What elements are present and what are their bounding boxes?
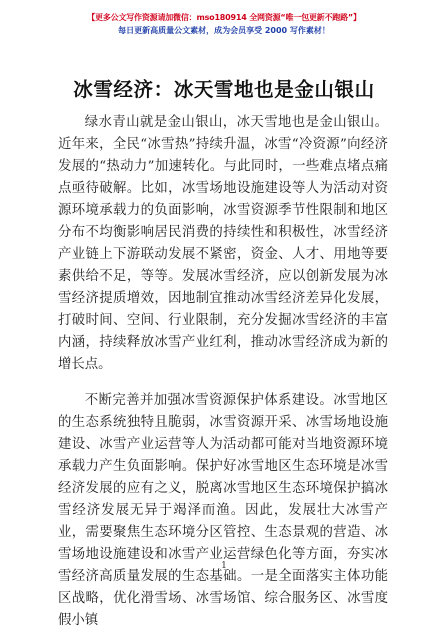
promo-line-1: 【更多公文写作资源请加微信：mso180914 全网资源“唯一包更新不跑路”】 [87, 13, 361, 22]
promo-banner [40, 12, 408, 36]
page-number: 1 [221, 561, 227, 571]
paragraph-2: 不断完善并加强冰雪资源保护体系建设。冰雪地区的生态系统独特且脆弱，冰雪资源开采、冰雪场地设施建设、冰雪产业运营等人为活动都可能对当地资源环境承载力产生负面影响。保护好冰雪地区生态环境是冰雪经济发展的应有之义，脱离冰雪地区生态环境保护搞冰雪经济发展无异于竭泽而渔。因此，发展壮大冰雪产业，需要聚焦生态环境分区管控、生态景观的营造、冰雪场地设施建设和冰雪产业运营绿色化等方面，夯实冰雪经济高质量发展的生态基础。一是全面落实主体功能区战略，优化滑雪场、冰雪场馆、综合服务区、冰雪度假小镇 [58, 393, 388, 628]
document-title: 冰雪经济：冰天雪地也是金山银山 [73, 78, 375, 101]
promo-line-2: 每日更新高质量公文素材，成为会员享受 2000 写作素材！ [118, 26, 330, 35]
document-body [58, 112, 388, 632]
paragraph-1: 绿水青山就是金山银山，冰天雪地也是金山银山。近年来，全民“冰雪热”持续升温，冰雪“冷资源”向经济发展的“热动力”加速转化。与此同时，一些难点堵点痛点亟待破解。比如，冰雪场地设施建设等人为活动对资源环境承载力的负面影响，冰雪资源季节性限制和地区分布不均衡影响居民消费的持续性和积极性，冰雪经济产业链上下游联动发展不紧密，资金、人才、用地等要素供给不足，等等。发展冰雪经济，应以创新发展为冰雪经济提质增效，因地制宜推动冰雪经济差异化发展，打破时间、空间、行业限制，充分发掘冰雪经济的丰富内涵，持续释放冰雪产业红利，推动冰雪经济成为新的增长点。 [58, 115, 388, 372]
